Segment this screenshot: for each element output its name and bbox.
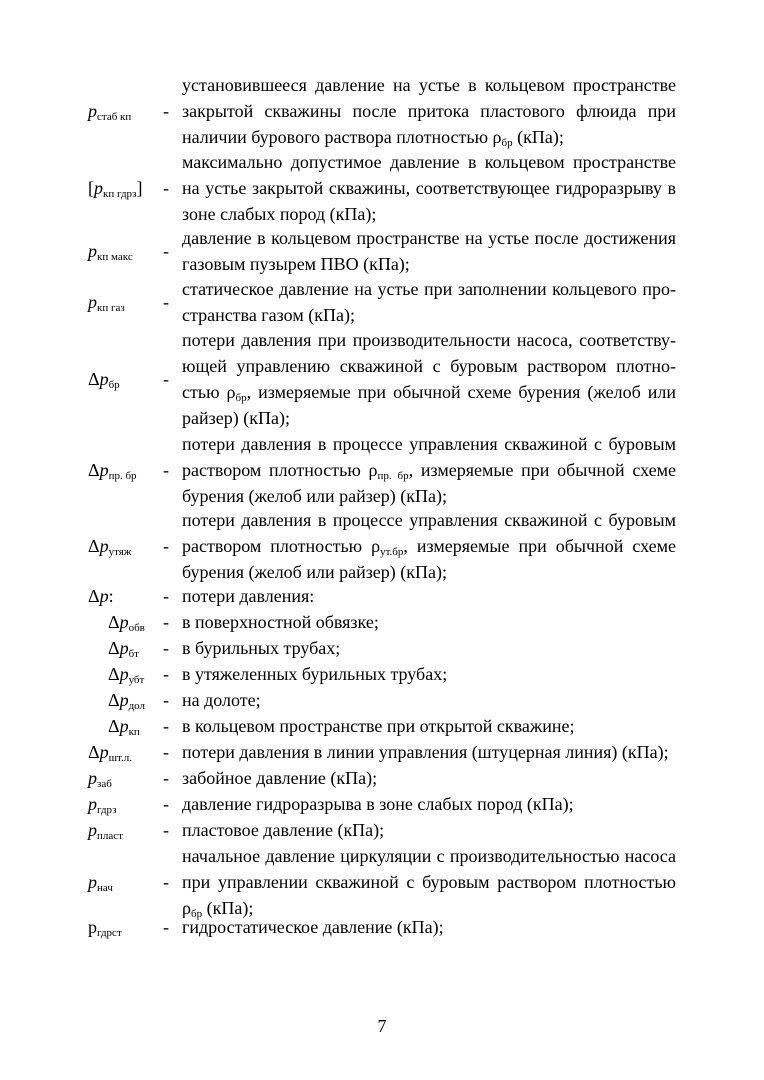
text-line — [182, 201, 676, 227]
symbol-prefix: Δ — [108, 716, 120, 736]
symbol-base: p — [88, 292, 97, 312]
definition-text — [182, 914, 676, 940]
definition-text — [182, 661, 676, 687]
text-line — [182, 817, 676, 843]
separator-dash: - — [163, 241, 169, 261]
text-segment: стью — [182, 382, 227, 402]
definition-text — [182, 817, 676, 843]
symbol-prefix: Δ — [88, 460, 100, 480]
text-segment: (кПа); — [202, 898, 254, 918]
definition-entry — [88, 687, 680, 713]
text-segment: закрытой скважины после притока пластового флюида при — [182, 101, 676, 121]
separator-dash: - — [163, 716, 169, 736]
text-line — [182, 175, 676, 201]
symbol — [88, 869, 113, 895]
definition-entry — [88, 583, 680, 609]
symbol — [88, 238, 133, 264]
definition-text — [182, 327, 676, 431]
text-line — [182, 635, 676, 661]
definition-entry — [88, 843, 680, 921]
density-symbol: ρ — [492, 127, 502, 147]
density-subscript: ут.бр — [380, 546, 404, 558]
text-segment: потери давления в процессе управления скважиной с буровым — [182, 434, 676, 454]
symbol-subscript: гдрст — [97, 927, 122, 939]
density-subscript: бр — [235, 392, 247, 404]
text-segment: , измеряемые при обычной схеме — [403, 536, 676, 556]
symbol-subscript: кп гдрз — [103, 188, 137, 200]
text-segment: максимально допустимое давление в кольцевом пространстве — [182, 152, 676, 172]
text-line — [182, 507, 676, 533]
separator-dash: - — [163, 612, 169, 632]
symbol-subscript: бт — [128, 648, 139, 660]
text-line — [182, 276, 676, 302]
symbol — [88, 739, 132, 765]
text-line — [182, 609, 676, 635]
symbol-subscript: нач — [97, 882, 113, 894]
text-line — [182, 225, 676, 251]
text-line — [182, 72, 676, 98]
definition-text — [182, 431, 676, 509]
definition-entry — [88, 507, 680, 585]
symbol-subscript: пласт — [97, 830, 123, 842]
symbol — [108, 635, 139, 661]
symbol-subscript: шт.л. — [108, 752, 133, 764]
symbol-base: p — [119, 638, 129, 658]
text-segment: на устье закрытой скважины, соответствующее гидроразрыву в — [182, 178, 676, 198]
definition-text — [182, 276, 676, 328]
separator-dash: - — [163, 690, 169, 710]
text-segment: , измеряемые при обычной схеме бурения (желоб или — [246, 382, 677, 402]
text-line — [182, 379, 676, 405]
symbol-base: p — [88, 241, 97, 261]
separator-dash: - — [163, 586, 169, 606]
text-segment: забойное давление (кПа); — [182, 768, 378, 788]
symbol-subscript: обв — [128, 622, 145, 634]
definition-entry — [88, 431, 680, 509]
density-symbol: ρ — [368, 460, 378, 480]
text-line — [182, 914, 676, 940]
definition-entry — [88, 327, 680, 431]
symbol-base: p — [99, 460, 109, 480]
separator-dash: - — [163, 369, 169, 389]
symbol-subscript: дол — [128, 700, 146, 712]
symbol-base: p — [88, 101, 97, 121]
symbol-prefix: Δ — [88, 742, 100, 762]
text-segment: бурения (желоб или райзер) (кПа); — [182, 486, 448, 506]
text-segment: газовым пузырем ПВО (кПа); — [182, 254, 410, 274]
definition-text — [182, 843, 676, 921]
density-subscript: бр — [501, 137, 513, 149]
symbol — [88, 914, 122, 940]
symbol-base: p — [88, 872, 97, 892]
definition-text — [182, 507, 676, 585]
text-segment: гидростатическое давление (кПа); — [182, 917, 444, 937]
text-segment: пластовое давление (кПа); — [182, 820, 385, 840]
symbol — [88, 533, 131, 559]
text-line — [182, 533, 676, 559]
symbol — [88, 765, 112, 791]
definition-text — [182, 609, 676, 635]
text-line — [182, 661, 676, 687]
text-line — [182, 431, 676, 457]
definition-entry — [88, 276, 680, 328]
text-line — [182, 457, 676, 483]
symbol — [88, 366, 120, 392]
symbol-prefix: Δ — [88, 369, 100, 389]
symbol-base: p — [94, 178, 103, 198]
density-symbol: ρ — [226, 382, 236, 402]
separator-dash: - — [163, 638, 169, 658]
separator-dash: - — [163, 768, 169, 788]
page-number: 7 — [377, 1016, 387, 1036]
symbol-subscript: бр — [108, 379, 120, 391]
text-segment: райзер) (кПа); — [182, 408, 290, 428]
symbol-subscript: кп — [128, 726, 140, 738]
text-line — [182, 405, 676, 431]
symbol-subscript: стаб кп — [97, 111, 132, 123]
symbol — [88, 98, 131, 124]
symbol-suffix: : — [108, 586, 114, 606]
definition-text — [182, 687, 676, 713]
symbol — [88, 817, 123, 843]
text-line — [182, 791, 676, 817]
definition-entry — [88, 609, 680, 635]
definition-entry — [88, 149, 680, 227]
text-line — [182, 559, 676, 585]
text-line — [182, 149, 676, 175]
text-segment: потери давления: — [182, 586, 315, 606]
symbol-subscript: кп макс — [97, 251, 133, 263]
definition-entry — [88, 635, 680, 661]
symbol-suffix: ] — [136, 178, 143, 198]
density-symbol: ρ — [371, 536, 381, 556]
symbol-base: p — [99, 742, 109, 762]
symbol-prefix: [ — [88, 178, 94, 198]
symbol — [88, 457, 137, 483]
text-segment: в утяжеленных бурильных трубах; — [182, 664, 448, 684]
definition-text — [182, 72, 676, 150]
text-line — [182, 687, 676, 713]
text-segment: (кПа); — [512, 127, 564, 147]
text-segment: в бурильных трубах; — [182, 638, 341, 658]
text-segment: давление в кольцевом пространстве на устье после достижения — [182, 228, 676, 248]
definition-entry — [88, 817, 680, 843]
text-line — [182, 583, 676, 609]
symbol-subscript: пр. бр — [108, 470, 137, 482]
text-segment: раствором плотностью — [182, 460, 369, 480]
text-line — [182, 739, 676, 765]
symbol — [108, 687, 145, 713]
definition-entry — [88, 661, 680, 687]
separator-dash: - — [163, 872, 169, 892]
symbol-base: p — [99, 586, 109, 606]
symbol — [88, 289, 125, 315]
symbol-prefix: Δ — [108, 612, 120, 632]
symbol — [88, 791, 117, 817]
text-line — [182, 251, 676, 277]
symbol-subscript: утяж — [108, 546, 132, 558]
text-segment: потери давления в процессе управления скважиной с буровым — [182, 510, 676, 530]
text-segment: при управлении скважиной с буровым раствором плотностью — [182, 872, 676, 892]
definition-text — [182, 739, 676, 765]
text-segment: раствором плотностью — [182, 536, 372, 556]
density-subscript: бр — [190, 908, 203, 920]
definition-entry — [88, 739, 680, 765]
separator-dash: - — [163, 101, 169, 121]
symbol-prefix: Δ — [108, 690, 120, 710]
symbol-prefix: Δ — [88, 536, 100, 556]
text-segment: в кольцевом пространстве при открытой скважине; — [182, 716, 575, 736]
separator-dash: - — [163, 178, 169, 198]
symbol — [108, 661, 144, 687]
symbol-base: p — [119, 612, 129, 632]
symbol-base: p — [99, 369, 109, 389]
text-segment: бурения (желоб или райзер) (кПа); — [182, 562, 448, 582]
symbol — [88, 175, 143, 201]
definition-text — [182, 791, 676, 817]
definition-entry — [88, 225, 680, 277]
separator-dash: - — [163, 917, 169, 937]
definition-entry — [88, 791, 680, 817]
definition-text — [182, 635, 676, 661]
density-subscript: пр. бр — [377, 470, 409, 482]
symbol-prefix: Δ — [88, 586, 100, 606]
definition-entry — [88, 713, 680, 739]
symbol — [88, 583, 114, 609]
text-line — [182, 869, 676, 895]
separator-dash: - — [163, 664, 169, 684]
text-segment: зоне слабых пород (кПа); — [182, 204, 377, 224]
text-segment: потери давления в линии управления (штуцерная линия) (кПа); — [182, 742, 669, 762]
symbol-prefix: Δ — [108, 664, 120, 684]
symbol-base: p — [88, 794, 97, 814]
density-symbol: ρ — [182, 898, 191, 918]
definition-entry — [88, 72, 680, 150]
symbol-base: p — [88, 768, 97, 788]
symbol — [108, 713, 140, 739]
definition-entry — [88, 914, 680, 940]
symbol-base: p — [88, 917, 97, 937]
definition-text — [182, 225, 676, 277]
symbol-prefix: Δ — [108, 638, 120, 658]
text-segment: в поверхностной обвязке; — [182, 612, 379, 632]
text-line — [182, 98, 676, 124]
symbol-subscript: кп газ — [97, 302, 125, 314]
text-segment: на долоте; — [182, 690, 261, 710]
text-segment: давление гидроразрыва в зоне слабых пород (кПа); — [182, 794, 574, 814]
separator-dash: - — [163, 742, 169, 762]
text-line — [182, 765, 676, 791]
definition-text — [182, 765, 676, 791]
text-segment: ющей управлению скважиной с буровым раствором плотно- — [182, 356, 676, 376]
text-line — [182, 353, 676, 379]
text-segment: наличии бурового раствора плотностью — [182, 127, 493, 147]
definition-text — [182, 713, 676, 739]
text-segment: установившееся давление на устье в кольцевом пространстве — [182, 75, 676, 95]
separator-dash: - — [163, 292, 169, 312]
symbol-base: p — [99, 536, 109, 556]
separator-dash: - — [163, 460, 169, 480]
text-line — [182, 327, 676, 353]
symbol-subscript: заб — [97, 778, 112, 790]
symbol-base: p — [119, 716, 129, 736]
text-segment: странства газом (кПа); — [182, 305, 355, 325]
text-segment: начальное давление циркуляции с производительностью насоса — [182, 846, 676, 866]
definition-text — [182, 149, 676, 227]
symbol-base: p — [119, 664, 129, 684]
separator-dash: - — [163, 536, 169, 556]
separator-dash: - — [163, 794, 169, 814]
text-segment: потери давления при производительности насоса, соответству- — [182, 330, 676, 350]
text-segment: статическое давление на устье при заполнении кольцевого про- — [182, 279, 676, 299]
text-line — [182, 302, 676, 328]
text-segment: , измеряемые при обычной схеме — [408, 460, 677, 480]
text-line — [182, 713, 676, 739]
definition-text — [182, 583, 676, 609]
text-line — [182, 843, 676, 869]
symbol — [108, 609, 145, 635]
text-line — [182, 483, 676, 509]
symbol-base: p — [88, 820, 97, 840]
separator-dash: - — [163, 820, 169, 840]
symbol-base: p — [119, 690, 129, 710]
definition-entry — [88, 765, 680, 791]
symbol-subscript: гдрз — [97, 804, 117, 816]
text-line — [182, 124, 676, 150]
symbol-subscript: убт — [128, 674, 145, 686]
